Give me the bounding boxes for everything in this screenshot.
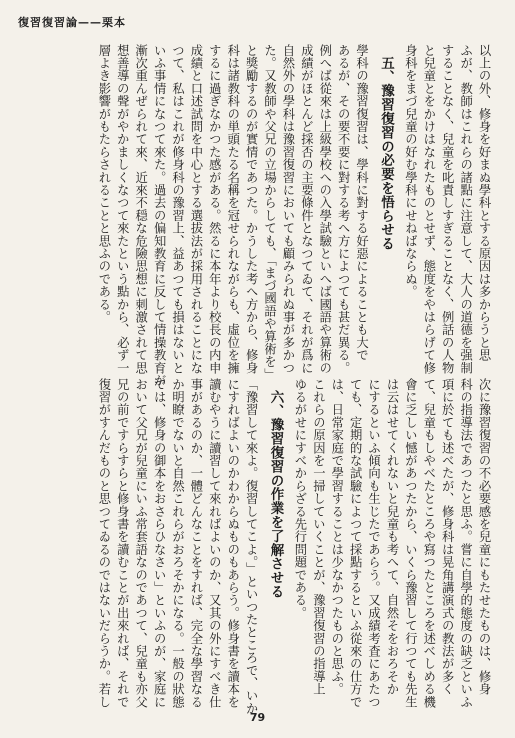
text-line: 層よき影響がもたらされることと思ふのである。 [96, 44, 111, 324]
text-line: 「豫習して來よ。復習してこよ。」といつたところで、いか [244, 378, 259, 715]
text-line: は、日常家庭で學習することは少なかつたものと思ふ。 [329, 378, 344, 696]
text-line: 以上の外、修身を好まぬ學科とする原因は多からうと思 [477, 44, 491, 362]
text-line: 科の指導法であつたと思ふ。嘗に自學的態度の缺乏といふ [458, 378, 473, 709]
text-line: 科は諸教科の単頭たる名稱を冠せられながらも、虛位を擁 [225, 44, 240, 375]
text-line: か明瞭でないと自然これらがおろそかになる。一般の狀態 [170, 378, 185, 709]
text-line: 項に於ても述べたが、修身科は晃角講演式の教法が多く [440, 378, 455, 696]
section-heading: 五、豫習復習の必要を悟らせる [377, 56, 394, 251]
section-heading: 六、豫習復習の作業を了解させる [267, 390, 284, 599]
lower-text-block [18, 378, 493, 715]
text-line: 例へば從來は上級學校への入學試驗といへば國語や算術の [317, 44, 332, 375]
text-line: 身科をまづ兒童の好む學科にせねばならぬ。 [403, 44, 418, 298]
text-line: ふが、教師はこれらの諸點に注意して、大人の道德を强制 [458, 44, 473, 375]
text-line: ゆるがせにすべからざる先行問題である。 [292, 378, 307, 620]
text-line: 事があるのか、一體どんなことをすれば、完全な學習なる [188, 378, 203, 709]
text-line: 自然外の學科は豫習復習においても顧みられぬ事が多かつ [280, 44, 295, 375]
text-line: 成績がほとんど採否の主要條件となつてゐて、それが爲に [299, 44, 314, 375]
running-header: 復習復習論——栗本 [18, 16, 126, 29]
text-line: と獎勵するのが實情であつた。かうした考へ方から、修身 [244, 44, 259, 375]
text-line: 想善導の聲がやかましくなつて來たという點から、必ず一 [115, 44, 130, 375]
text-line: することなく、兒童を叱責しすぎることなく、例話の人物 [440, 44, 455, 375]
text-line: では、修身の御本をおさらひなさい」といふのが、家庭に [152, 378, 167, 709]
text-line: にすればよいのかわからぬものもあらう。修身書を讀本を [225, 378, 240, 709]
text-line: 學科の豫習復習は、學科に對する好惡によることも大で [354, 44, 369, 362]
text-line: あるが、その要不要に對する考へ方によつても甚だ異る。 [336, 44, 351, 375]
text-line: 會に乏しい憾があつたから、いくら豫習して行つても先生 [403, 378, 418, 709]
text-line: て、兒童もしやべたところや寫つたところを述べしめる機 [421, 378, 436, 709]
text-line: つて、私はこれが修身科の豫習上、益あつても損はないと [170, 44, 185, 375]
page-number: 79 [249, 711, 266, 724]
text-line: いふ事情になつて來た。過去の偏知教育に反して情操教育が [152, 44, 167, 387]
text-line: 讀むやうに讀習して來ればよいのか、又其の外にすべき仕 [207, 378, 222, 709]
text-line: するに過ぎなかつた感がある。然るに本年より校長の内申 [207, 44, 222, 375]
text-line: 次に豫習復習の不必要感を兒童にもたせたものは、修身 [477, 378, 491, 696]
text-line: た。又教師や父兄の立場からしても、「まづ國語や算術を」 [262, 44, 277, 381]
text-line: これらの原因を一掃していくことが、豫習復習の指導上 [311, 378, 326, 696]
text-line: 兄の前ですらすらと修身書を讀むことが出來れば、それで [115, 378, 130, 709]
text-line: 復習がすんだものと思つてゐるのではないだらうか。若し [96, 378, 111, 709]
text-line: と兒童とをかけはなれたものとせず、態度をやはらげて修 [421, 44, 436, 375]
text-line: おいて父兄が兒童にいふ常套語なのであつて、兒童も亦父 [133, 378, 148, 709]
text-line: 漸次重んぜられて來、近來不穏な危險思想に刺激されて思 [133, 44, 148, 375]
text-line: ても、定期的な試驗によつて採點するといふ從來の仕方で [348, 378, 363, 709]
text-line: 成績と口述試問を中心とする選拔法が採用されることにな [188, 44, 203, 375]
upper-text-block [18, 44, 493, 387]
text-line: にするといふ傾向も生じたであらう。又成績考査にあたつ [366, 378, 381, 709]
text-line: は云はせてくれないと兒童も考へて、自然そをおろそか [384, 378, 399, 696]
